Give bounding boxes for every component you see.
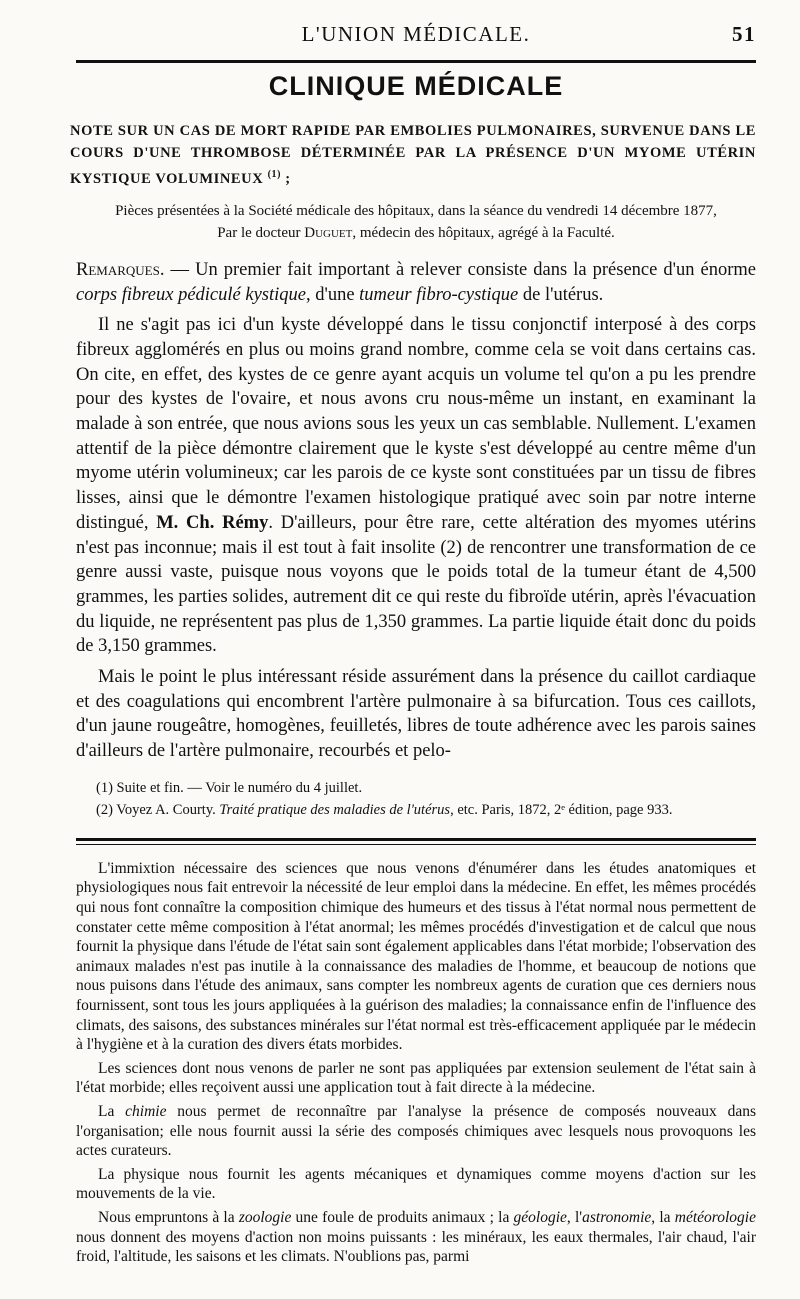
p1-emphasis-1: corps fibreux pédiculé kystique	[76, 284, 306, 305]
footnote-2-book-title: Traité pratique des maladies de l'utérus	[219, 801, 451, 818]
article-title-text: NOTE SUR UN CAS DE MORT RAPIDE PAR EMBOLIES PULMONAIRES, SURVENUE DANS LE COURS D'UNE THROMBOSE DÉTERMINÉE PAR LA PRÉSENCE D'UN MYOME UTÉRIN KYSTIQUE VOLUMINEUX	[70, 123, 756, 187]
author-line	[76, 222, 756, 244]
paragraph-caillot: Mais le point le plus intéressant réside assurément dans la présence du caillot cardiaque et des coagulations qui encombrent l'artère pulmonaire à sa bifurcation. Tous ces caillots, d'un jaune rougeâtre, homogènes, feuilletés, libres de toute adhérence avec les parois saines d'ailleurs de l'artère pulmonaire, recourbés et pelo-	[76, 667, 756, 762]
article-title	[70, 120, 756, 190]
p1-text-b: , d'une	[305, 284, 360, 305]
feuilleton-paragraph-5	[76, 1208, 756, 1267]
feuilleton-paragraph-4: La physique nous fournit les agents mécaniques et dynamiques comme moyens d'action sur les mouvements de la vie.	[76, 1165, 756, 1203]
p1-text-a: — Un premier fait important à relever consiste dans la présence d'un énorme	[164, 259, 756, 280]
f3-text-b: nous permet de reconnaître par l'analyse la présence de composés nouveaux dans l'organisation; elle nous fournit aussi la série des composés chimiques avec lesquels nous provoquons les actes curateurs.	[76, 1103, 756, 1160]
header-rule	[76, 60, 756, 63]
f5-text-e: nous donnent des moyens d'action non moins puissants : les minéraux, les eaux thermales, l'air chaud, l'air froid, l'altitude, les saisons et les climats. N'oublions pas, parmi	[76, 1228, 756, 1266]
p2-person-name: M. Ch. Rémy	[156, 512, 269, 533]
feuilleton-paragraph-3	[76, 1102, 756, 1161]
article-body	[76, 258, 756, 764]
feuilleton-divider	[76, 838, 756, 845]
page-number: 51	[732, 22, 756, 46]
footnote-2-text-a: (2) Voyez A. Courty.	[96, 801, 220, 818]
f5-text-b: une foule de produits animaux ; la	[291, 1208, 514, 1226]
p2-text-b: . D'ailleurs, pour être rare, cette altération des myomes utérins n'est pas inconnue; mais il est tout à fait insolite (2) de rencontrer une transformation de ce genre aussi vaste, puisque nous voyons que le poids total de la tumeur étant de 4,500 grammes, les parties solides, autrement dit ce qui reste du fibroïde utérin, après l'évacuation du liquide, ne représentent pas plus de 1,350 grammes. La partie liquide était donc du poids de 3,150 grammes.	[76, 512, 756, 657]
f5-text-c: , l'	[566, 1208, 583, 1226]
section-title: CLINIQUE MÉDICALE	[268, 71, 564, 101]
running-title: L'UNION MÉDICALE.	[301, 22, 531, 46]
footnotes	[76, 778, 756, 820]
f5-text-a: Nous empruntons à la	[98, 1208, 239, 1226]
article-meta	[76, 200, 756, 244]
feuilleton-paragraph-1: L'immixtion nécessaire des sciences que nous venons d'énumérer dans les études anatomiques et physiologiques nous fait entrevoir la nécessité de leur emploi dans la médecine. En effet, les mêmes procédés qui nous font connaître la composition chimique des humeurs et des tissus à l'état normal nous permettent de constater cette même composition à l'état anormal; les mêmes procédés d'investigation et de calcul que nous fournit la physique dans l'étude de l'état sain sont également applicables dans l'état morbide; l'observation des animaux malades n'est pas inutile à la connaissance des maladies de l'homme, et beaucoup de notions que nous puisons dans l'étude des animaux, sans compter les nombreux agents de curation que ces derniers nous fournissent, sont tous les jours appliquées à la guérison des maladies; la connaissance enfin de l'influence des climats, des saisons, des substances minérales sur l'état normal est très-efficacement appliquée par le médecin à l'hygiène et à la curation des divers états morbides.	[76, 859, 756, 1054]
presentation-note: Pièces présentées à la Société médicale des hôpitaux, dans la séance du vendredi 14 décembre 1877,	[115, 202, 717, 219]
feuilleton-paragraph-2: Les sciences dont nous venons de parler ne sont pas appliquées par extension seulement de l'état sain à l'état morbide; elles reçoivent aussi une application tout à fait directe à la médecine.	[76, 1059, 756, 1097]
f3-text-a: La	[98, 1103, 126, 1121]
author-name: Duguet	[304, 224, 353, 241]
author-prefix: Par le docteur	[217, 224, 305, 241]
astronomie-term: astronomie	[582, 1208, 652, 1226]
title-footnote-ref: (1)	[267, 169, 282, 180]
footnote-2	[96, 800, 756, 820]
running-head	[76, 22, 756, 58]
footnote-1: (1) Suite et fin. — Voir le numéro du 4 juillet.	[96, 779, 363, 796]
remarques-label: Remarques.	[76, 259, 165, 280]
p1-text-c: de l'utérus.	[518, 284, 604, 305]
paragraph-remarques	[76, 258, 756, 307]
article-title-end: ;	[281, 170, 291, 187]
p1-emphasis-2: tumeur fibro-cystique	[359, 284, 519, 305]
footnote-2-text-b: , etc. Paris, 1872, 2ᵉ édition, page 933.	[450, 801, 673, 818]
f5-text-d: , la	[651, 1208, 675, 1226]
meteorologie-term: météorologie	[674, 1208, 756, 1226]
chimie-term: chimie	[125, 1103, 167, 1121]
geologie-term: géologie	[513, 1208, 567, 1226]
author-suffix: , médecin des hôpitaux, agrégé à la Faculté.	[352, 224, 615, 241]
p2-text-a: Il ne s'agit pas ici d'un kyste développé dans le tissu conjonctif interposé à des corps fibreux agglomérés en plus ou moins grand nombre, comme cela se voit dans certains cas. On cite, en effet, des kystes de ce genre ayant acquis un volume tel qu'on a pu les prendre pour des kystes de l'ovaire, et nous avons cru nous-même un instant, en examinant la malade à son entrée, que nous avions sous les yeux un cas semblable. Nullement. L'examen attentif de la pièce démontre clairement que le kyste s'est développé au centre même d'un myome utérin volumineux; car les parois de ce kyste sont constituées par un tissu de fibres lisses, ainsi que le démontre l'examen histologique pratiqué avec soin par notre interne distingué,	[76, 315, 756, 533]
feuilleton	[76, 859, 756, 1267]
zoologie-term: zoologie	[238, 1208, 292, 1226]
paragraph-kyste	[76, 313, 756, 659]
